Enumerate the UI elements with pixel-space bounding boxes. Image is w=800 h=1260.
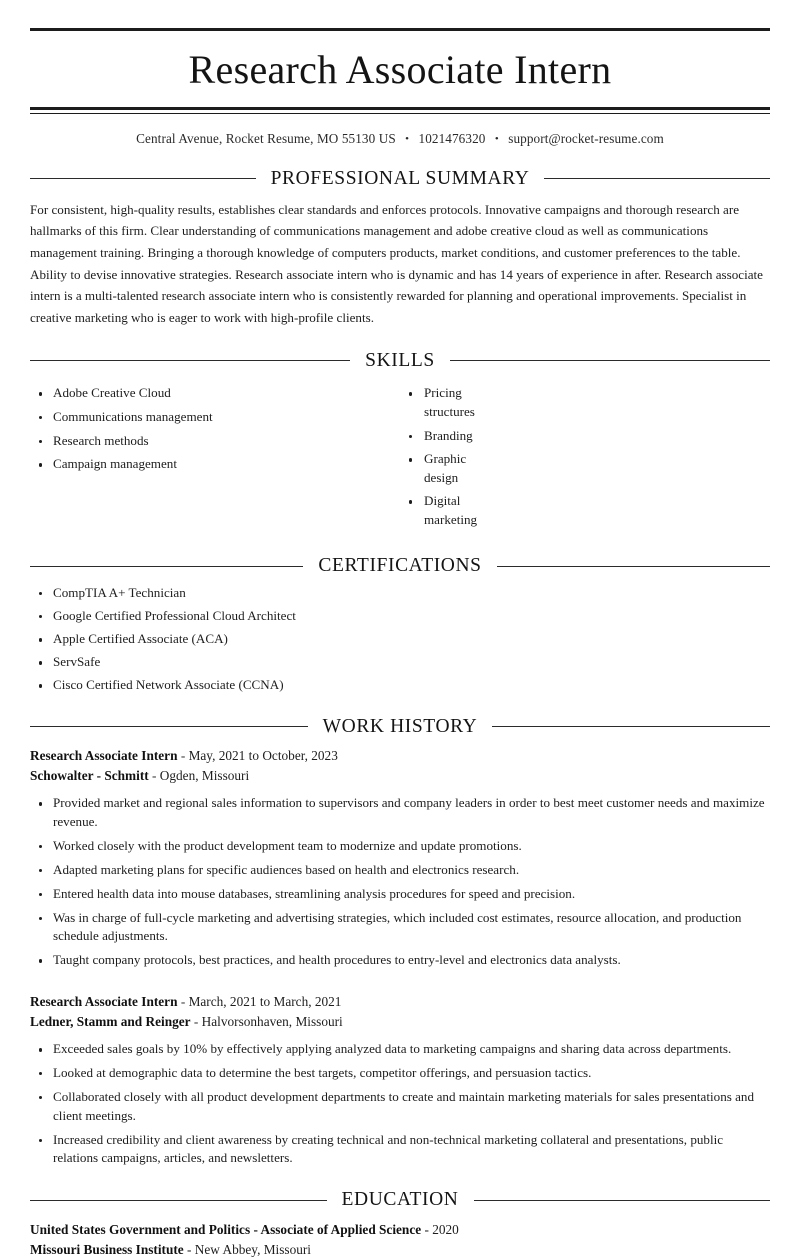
header-bottom-divider	[30, 107, 770, 114]
contact-separator-1: •	[405, 133, 410, 145]
list-item: Digital marketing	[400, 492, 424, 529]
section-title-skills: SKILLS	[365, 349, 435, 371]
work-history-entry	[30, 992, 770, 1168]
skills-columns	[30, 378, 770, 534]
list-item: Collaborated closely with all product development departments to create and maintain marketing materials for sales presentations and client meetings.	[30, 1088, 770, 1126]
section-rule-right	[497, 566, 770, 567]
list-item: Adobe Creative Cloud	[30, 384, 400, 403]
job-location: Ogden, Missouri	[159, 767, 250, 783]
dash-separator: -	[193, 1013, 199, 1029]
list-item: ServSafe	[30, 653, 770, 672]
section-rule-left	[30, 178, 256, 179]
section-header-certifications	[30, 556, 770, 576]
list-item: Taught company protocols, best practices, and health procedures to entry-level and electronics data analysts.	[30, 951, 770, 970]
job-location: Halvorsonhaven, Missouri	[201, 1013, 343, 1029]
dash-separator: -	[187, 1241, 192, 1257]
list-item: Adapted marketing plans for specific audiences based on health and electronics research.	[30, 861, 770, 880]
contact-phone: 1021476320	[418, 131, 486, 146]
job-title-line	[30, 992, 770, 1012]
list-item: Increased credibility and client awareness by creating technical and non-technical marketing collateral and presentations, public relations campaigns, articles, and newsletters.	[30, 1131, 770, 1169]
header-top-divider	[30, 28, 770, 31]
job-company-line	[30, 766, 770, 786]
job-company-line	[30, 1012, 770, 1032]
job-company: Schowalter - Schmitt	[30, 767, 149, 783]
education-degree-line	[30, 1220, 770, 1240]
skills-list-right	[400, 384, 478, 529]
list-item: Branding	[400, 427, 424, 446]
list-item: Cisco Certified Network Associate (CCNA)	[30, 676, 770, 695]
list-item: Was in charge of full-cycle marketing and advertising strategies, which included cost estimates, resource allocation, and production schedule adjustments.	[30, 909, 770, 947]
section-rule-right	[450, 360, 770, 361]
list-item: Google Certified Professional Cloud Architect	[30, 607, 770, 626]
contact-line	[30, 131, 770, 147]
section-header-work-history	[30, 717, 770, 737]
work-history-entry	[30, 746, 770, 970]
list-item: CompTIA A+ Technician	[30, 584, 770, 603]
list-item: Graphic design	[400, 450, 424, 487]
section-rule-right	[492, 726, 770, 727]
section-rule-left	[30, 1200, 327, 1201]
education-location: New Abbey, Missouri	[194, 1241, 311, 1257]
list-item: Apple Certified Associate (ACA)	[30, 630, 770, 649]
list-item: Campaign management	[30, 455, 400, 474]
list-item: Communications management	[30, 408, 400, 427]
section-title-summary: PROFESSIONAL SUMMARY	[270, 168, 530, 189]
section-rule-left	[30, 726, 308, 727]
section-title-work-history: WORK HISTORY	[322, 715, 478, 737]
job-title-line	[30, 746, 770, 766]
dash-separator: -	[180, 748, 186, 764]
list-item: Research methods	[30, 432, 400, 451]
page-title: Research Associate Intern	[188, 47, 612, 92]
section-rule-right	[544, 178, 770, 179]
list-item: Looked at demographic data to determine the best targets, competitor offerings, and persuasion tactics.	[30, 1064, 770, 1083]
education-year: 2020	[432, 1221, 459, 1237]
resume-page	[0, 28, 800, 1257]
education-school-line	[30, 1240, 770, 1260]
dash-separator: -	[180, 994, 186, 1010]
section-header-skills	[30, 351, 770, 371]
job-bullets	[30, 1040, 770, 1168]
job-company: Ledner, Stamm and Reinger	[30, 1013, 191, 1029]
job-title: Research Associate Intern	[30, 994, 178, 1010]
education-degree: United States Government and Politics - Associate of Applied Science	[30, 1221, 422, 1237]
job-dates: May, 2021 to October, 2023	[188, 748, 338, 764]
education-school: Missouri Business Institute	[30, 1241, 184, 1257]
dash-separator: -	[152, 767, 157, 783]
contact-email: support@rocket-resume.com	[508, 131, 664, 146]
summary-text: For consistent, high-quality results, establishes clear standards and enforces protocols. Innovative campaigns and thorough research are hallmarks of this firm. Clear understanding of communications management and adobe creative cloud as well as communications management training. Bringing a thorough knowledge of computers products, market conditions, and customer preferences to the table. Ability to devise innovative strategies. Research associate intern who is dynamic and has 14 years of experience in after. Research associate intern is a multi-talented research associate intern who is consistently rewarded for planning and operational improvements. Specialist in creative marketing who is eager to work with high-profile clients.	[30, 201, 763, 326]
list-item: Pricing structures	[400, 384, 424, 421]
list-item: Worked closely with the product development team to modernize and update promotions.	[30, 837, 770, 856]
section-title-education: EDUCATION	[341, 1189, 459, 1211]
job-title: Research Associate Intern	[30, 748, 178, 764]
list-item: Exceeded sales goals by 10% by effectively applying analyzed data to marketing campaigns and sharing data across departments.	[30, 1040, 770, 1059]
list-item: Entered health data into mouse databases, streamlining analysis procedures for speed and precision.	[30, 885, 770, 904]
section-header-summary	[30, 169, 770, 189]
section-rule-right	[474, 1200, 771, 1201]
section-rule-left	[30, 566, 303, 567]
contact-separator-2: •	[494, 133, 499, 145]
dash-separator: -	[424, 1221, 429, 1237]
section-rule-left	[30, 360, 350, 361]
section-header-education	[30, 1190, 770, 1210]
job-dates: March, 2021 to March, 2021	[188, 994, 342, 1010]
certifications-list	[30, 584, 770, 695]
education-entry	[30, 1220, 770, 1260]
section-title-certifications: CERTIFICATIONS	[318, 555, 482, 577]
list-item: Provided market and regional sales information to supervisors and company leaders in order to best meet customer needs and maximize revenue.	[30, 794, 770, 832]
contact-address: Central Avenue, Rocket Resume, MO 55130 US	[136, 131, 396, 146]
job-bullets	[30, 794, 770, 970]
